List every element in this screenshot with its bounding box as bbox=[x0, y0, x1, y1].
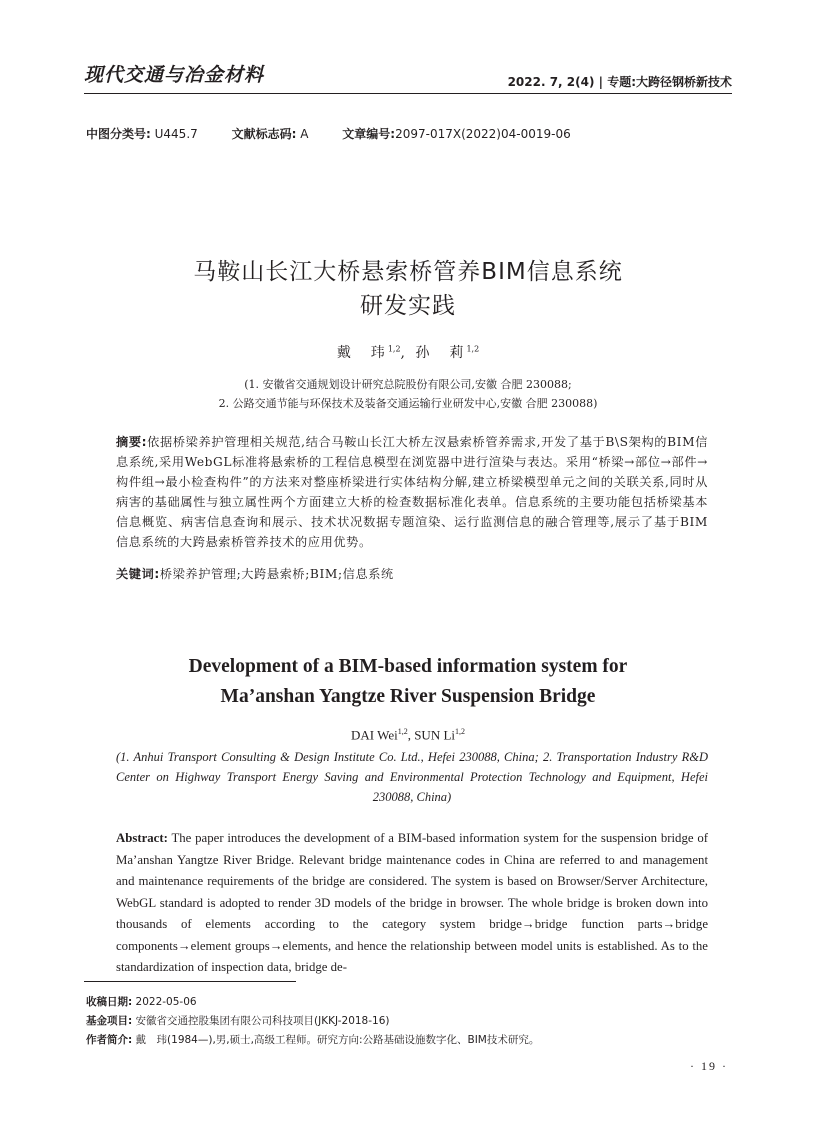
title-cn-line2: 研发实践 bbox=[360, 293, 456, 319]
fund-value: 安徽省交通控股集团有限公司科技项目(JKKJ-2018-16) bbox=[132, 1015, 390, 1027]
author-en-2-affil: 1,2 bbox=[455, 727, 466, 736]
journal-logo: 现代交通与冶金材料 bbox=[84, 65, 265, 86]
title-cn-line1: 马鞍山长江大桥悬索桥管养BIM信息系统 bbox=[193, 259, 623, 285]
abstract-cn-label: 摘要: bbox=[116, 435, 148, 449]
author-en-2: SUN Li bbox=[414, 727, 456, 743]
author-bio-value: 戴 玮(1984—),男,硕士,高级工程师。研究方向:公路基础设施数字化、BIM技术研究。 bbox=[132, 1034, 540, 1046]
abstract-en bbox=[116, 828, 708, 979]
doc-code-label: 文献标志码: bbox=[231, 127, 297, 141]
affiliations-en: (1. Anhui Transport Consulting & Design Institute Co. Ltd., Hefei 230088, China; 2. Transportation Industry R&D Center on Highway Transport Energy Saving and Environmental Protection Technology and Equipment, Hefei 230088, China) bbox=[116, 750, 708, 804]
footnote-received bbox=[86, 994, 197, 1009]
author-en-1-affil: 1,2 bbox=[397, 727, 408, 736]
doc-code-value: A bbox=[296, 127, 309, 141]
article-no-label: 文章编号: bbox=[342, 127, 396, 141]
issue-info: 2022. 7, 2(4) | 专题:大跨径钢桥新技术 bbox=[507, 75, 732, 89]
author-cn-2-affil: 1,2 bbox=[466, 344, 480, 354]
abstract-en-text: The paper introduces the development of a BIM-based information system for the suspension bridge of Ma’anshan Yangtze River Bridge. Relevant bridge maintenance codes in China are referred to and management and maintenance requirements of the bridge are considered. The system is based on Browser/Server Architecture, WebGL standard is adopted to render 3D models of the bridge in browser. The whole bridge is broken down into thousands of elements according to the category system bridge→bridge function parts→bridge components→element groups→elements, and hence the relationship between model units is established. As to the standardization of inspection data, bridge de- bbox=[116, 831, 708, 974]
footnote-author-bio bbox=[86, 1032, 539, 1047]
author-cn-2: 孙 莉 bbox=[415, 345, 467, 361]
footnote-rule bbox=[84, 981, 296, 982]
authors-cn bbox=[0, 342, 816, 362]
header-rule bbox=[84, 93, 732, 94]
keywords-cn-text: 桥梁养护管理;大跨悬索桥;BIM;信息系统 bbox=[159, 567, 394, 581]
authors-en bbox=[0, 727, 816, 743]
received-label: 收稿日期: bbox=[86, 996, 133, 1008]
author-en-separator: , bbox=[407, 727, 415, 743]
page-number: · 19 · bbox=[690, 1059, 728, 1073]
affiliation-cn-2: 2. 公路交通节能与环保技术及装备交通运输行业研发中心,安徽 合肥 230088) bbox=[218, 397, 598, 410]
fund-label: 基金项目: bbox=[86, 1015, 133, 1027]
author-cn-1-affil: 1,2 bbox=[387, 344, 401, 354]
clc-value: U445.7 bbox=[150, 127, 198, 141]
footnote-fund bbox=[86, 1013, 389, 1028]
author-cn-separator: , bbox=[400, 345, 416, 361]
abstract-cn-text: 依据桥梁养护管理相关规范,结合马鞍山长江大桥左汊悬索桥管养需求,开发了基于B\S架构的BIM信息系统,采用WebGL标准将悬索桥的工程信息模型在浏览器中进行渲染与表达。采用“桥梁→部位→部件→构件组→最小检查构件”的方法来对整座桥梁进行实体结构分解,建立桥梁模型单元之间的关联关系,同时从病害的基础属性与独立属性两个方面建立大桥的检查数据标准化表单。信息系统的主要功能包括桥梁基本信息概览、病害信息查询和展示、技术状况数据专题渲染、运行监测信息的融合管理等,展示了基于BIM信息系统的大跨悬索桥管养技术的应用优势。 bbox=[116, 435, 708, 549]
title-en-line2: Ma’anshan Yangtze River Suspension Bridge bbox=[220, 686, 596, 707]
abstract-cn bbox=[116, 432, 708, 552]
affiliation-cn-1: (1. 安徽省交通规划设计研究总院股份有限公司,安徽 合肥 230088; bbox=[244, 378, 572, 391]
abstract-en-label: Abstract: bbox=[116, 831, 168, 845]
clc-label: 中图分类号: bbox=[86, 127, 151, 141]
received-value: 2022-05-06 bbox=[132, 996, 197, 1008]
classification-line bbox=[86, 125, 601, 142]
keywords-cn-label: 关键词: bbox=[116, 567, 160, 581]
title-en-line1: Development of a BIM-based information system for bbox=[188, 656, 628, 677]
author-cn-1: 戴 玮 bbox=[336, 345, 388, 361]
author-en-1: DAI Wei bbox=[350, 727, 398, 743]
article-no-value: 2097-017X(2022)04-0019-06 bbox=[395, 127, 571, 141]
keywords-cn bbox=[116, 564, 708, 584]
author-bio-label: 作者简介: bbox=[86, 1034, 133, 1046]
